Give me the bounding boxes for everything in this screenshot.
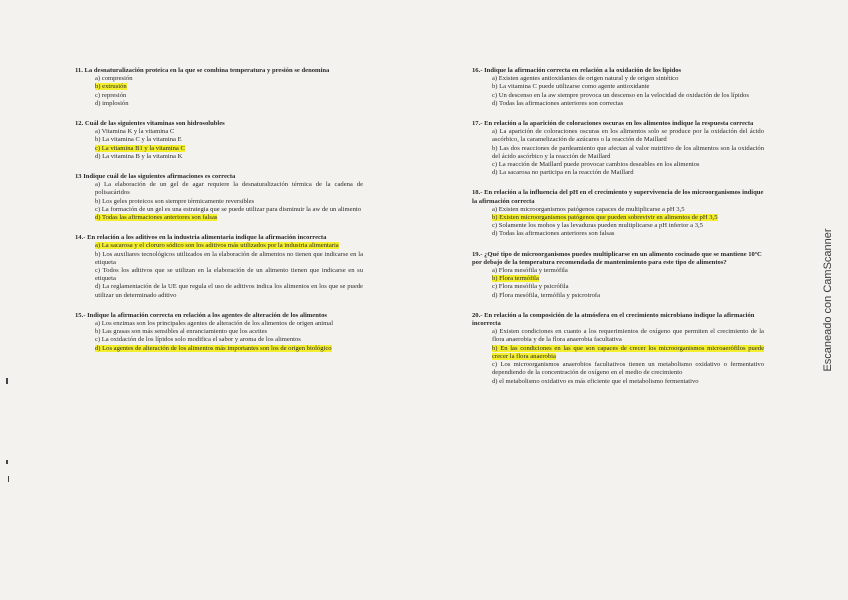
answer-text: c) Un descenso en la aw siempre provoca un descenso en la velocidad de oxidación de los lípidos	[492, 91, 749, 99]
answer-option	[472, 92, 764, 100]
answer-option	[472, 222, 764, 230]
question-text: 18.- En relación a la influencia del pH en el crecimiento y supervivencia de los microorganismos indique la afirmación correcta	[472, 189, 764, 205]
answer-text: d) La sacarosa no participa en la reacción de Maillard	[492, 169, 634, 177]
answer-option	[472, 161, 764, 169]
answer-option	[75, 336, 363, 344]
answer-text: d) La vitamina B y la vitamina K	[95, 152, 183, 160]
question-block	[75, 67, 363, 108]
question-block	[75, 312, 363, 353]
answer-text: a) La aparición de coloraciones oscuras en los alimentos solo se produce por la oxidación del ácido ascórbico, la caramelización de azúcares o la reacción de Maillard	[492, 128, 764, 144]
answer-option	[75, 320, 363, 328]
question-text: 11. La desnaturalización proteica en la que se combina temperatura y presión se denomina	[75, 67, 330, 74]
answer-option	[472, 214, 764, 222]
answer-text: c) La reacción de Maillard puede provocar cambios deseables en los alimentos	[492, 161, 700, 169]
answer-option	[472, 275, 764, 283]
highlighted-answer-text: b) En las condiciones en las que son capaces de crecer los microorganismos microaerófilos puede crecer la flora anaerobia	[492, 344, 764, 360]
highlighted-answer-text: c) La vitamina B1 y la vitamina C	[95, 144, 185, 152]
answer-option	[472, 83, 764, 91]
answer-option	[472, 267, 764, 275]
answer-option	[75, 251, 363, 267]
scan-mark	[6, 460, 8, 464]
answer-option	[75, 145, 363, 153]
answer-option	[472, 206, 764, 214]
answer-text: a) La elaboración de un gel de agar requiere la desnaturalización térmica de la cadena de polisacáridos	[95, 181, 363, 197]
answer-option	[472, 169, 764, 177]
answer-option	[472, 145, 764, 161]
question-text: 13 Indique cuál de las siguientes afirmaciones es correcta	[75, 173, 236, 181]
question-block	[472, 67, 764, 108]
right-question-column	[472, 67, 764, 398]
answer-option	[75, 267, 363, 283]
question-block	[472, 312, 764, 386]
answer-text: c) Los microorganismos anaerobios facultativos tienen un metabolismo oxidativo o fermentativo dependiendo de la concentración de oxígeno en el medio de crecimiento	[492, 361, 764, 377]
answer-option	[75, 198, 363, 206]
question-block	[75, 120, 363, 161]
answer-text: b) Los auxiliares tecnológicos utilizados en la elaboración de alimentos no tienen que indicarse en la etiqueta	[95, 250, 363, 266]
answer-option	[472, 292, 764, 300]
question-block	[472, 251, 764, 300]
answer-option	[75, 181, 363, 197]
answer-option	[75, 128, 363, 136]
answer-text: c) La oxidación de los lípidos solo modifica el sabor y aroma de los alimentos	[95, 336, 301, 344]
answer-option	[75, 328, 363, 336]
answer-text: c) Todos los aditivos que se utilizan en la elaboración de un alimento tienen que indicarse en su etiqueta	[95, 267, 363, 283]
answer-text: d) Todas las afirmaciones anteriores son correctas	[492, 99, 624, 107]
answer-text: a) Vitamina K y la vitamina C	[95, 128, 175, 136]
answer-text: c) Flora mesófila y psicrófila	[492, 283, 569, 291]
answer-option	[75, 345, 363, 353]
answer-option	[472, 283, 764, 291]
scan-mark	[6, 378, 8, 384]
question-text: 19.- ¿Qué tipo de microorganismos puedes multiplicarse en un alimento cocinado que se mantiene 10ºC por debajo de la temperatura recomendada de mantenimiento para este tipo de alimentos?	[472, 250, 762, 266]
answer-text: d) La reglamentación de la UE que regula el uso de aditivos indica los alimentos en los que se puede utilizar un determinado aditivo	[95, 283, 363, 299]
answer-option	[472, 100, 764, 108]
answer-text: a) Existen microorganismos patógenos capaces de multiplicarse a pH 3,5	[492, 205, 685, 213]
answer-text: c) represión	[95, 91, 127, 99]
answer-text: d) Flora mesófila, termófila y psicrotrofa	[492, 291, 601, 299]
answer-option	[75, 206, 363, 214]
answer-option	[75, 153, 363, 161]
question-text: 14.- En relación a los aditivos en la industria alimentaria indique la afirmación incorrecta	[75, 234, 327, 242]
highlighted-answer-text: a) La sacarosa y el cloruro sódico son los aditivos más utilizados por la industria alimentaria	[95, 242, 339, 250]
scan-mark	[8, 476, 9, 482]
question-block	[472, 189, 764, 238]
answer-option	[75, 242, 363, 250]
answer-option	[472, 230, 764, 238]
answer-option	[75, 283, 363, 299]
answer-text: d) el metabolismo oxidativo es más eficiente que el metabolismo fermentativo	[492, 377, 699, 385]
answer-option	[75, 136, 363, 144]
answer-text: a) Existen condiciones en cuanto a los requerimientos de oxígeno que permiten el crecimiento de la flora anaerobia y de la flora anaerobia facultativa	[492, 328, 764, 344]
answer-option	[75, 75, 363, 83]
answer-text: c) La formación de un gel es una estrategia que se puede utilizar para disminuir la aw de un alimento	[95, 205, 362, 213]
answer-text: d) implosión	[95, 99, 129, 107]
answer-text: b) Las grasas son más sensibles al enranciamiento que los aceites	[95, 328, 268, 336]
answer-text: a) Existen agentes antioxidantes de origen natural y de origen sintético	[492, 75, 679, 83]
answer-text: c) Solamente los mohos y las levaduras pueden multiplicarse a pH inferior a 3,5	[492, 222, 703, 230]
question-text: 17.- En relación a la aparición de coloraciones oscuras en los alimentos indique la respuesta correcta	[472, 120, 754, 128]
highlighted-answer-text: b) Flora termófila	[492, 275, 539, 283]
question-block	[75, 173, 363, 222]
highlighted-answer-text: d) Todas las afirmaciones anteriores son falsas	[95, 214, 218, 222]
left-question-column	[75, 67, 363, 365]
highlighted-answer-text: b) Existen microorganismos patógenos que pueden sobrevivir en alimentos de pH 3,5	[492, 214, 718, 222]
answer-text: d) Todas las afirmaciones anteriores son falsas	[492, 230, 615, 238]
answer-option	[472, 128, 764, 144]
answer-option	[472, 361, 764, 377]
highlighted-answer-text: d) Los agentes de alteración de los alimentos más importantes son los de origen biológico	[95, 344, 332, 352]
highlighted-answer-text: b) extrusión	[95, 83, 127, 91]
question-text: 20.- En relación a la composición de la atmósfera en el crecimiento microbiano indique la afirmación incorrecta	[472, 311, 755, 328]
answer-text: b) Los geles proteicos son siempre térmicamente reversibles	[95, 197, 255, 205]
answer-option	[472, 75, 764, 83]
answer-option	[75, 92, 363, 100]
question-block	[75, 234, 363, 300]
answer-text: a) compresión	[95, 75, 133, 83]
camscanner-watermark: Escaneado con CamScanner	[822, 228, 834, 372]
question-block	[472, 120, 764, 177]
question-text: 16.- Indique la afirmación correcta en relación a la oxidación de los lípidos	[472, 67, 682, 74]
question-text: 15.- Indique la afirmación correcta en relación a los agentes de alteración de los alimentos	[75, 311, 327, 319]
question-text: 12. Cuál de las siguientes vitaminas son hidrosolubles	[75, 120, 225, 128]
answer-text: b) La vitamina C puede utilizarse como agente antioxidante	[492, 83, 650, 91]
answer-text: a) Flora mesófila y termófila	[492, 267, 568, 275]
answer-text: b) Las dos reacciones de pardeamiento que afectan al valor nutritivo de los alimentos son la oxidación del ácido ascórbico y la reacción de Maillard	[492, 144, 764, 160]
answer-option	[75, 100, 363, 108]
answer-option	[75, 214, 363, 222]
answer-option	[472, 345, 764, 361]
answer-option	[472, 328, 764, 344]
answer-option	[75, 83, 363, 91]
answer-option	[472, 378, 764, 386]
answer-text: a) Los enzimas son los principales agentes de alteración de los alimentos de origen animal	[95, 320, 334, 328]
answer-text: b) La vitamina C y la vitamina E	[95, 136, 182, 144]
